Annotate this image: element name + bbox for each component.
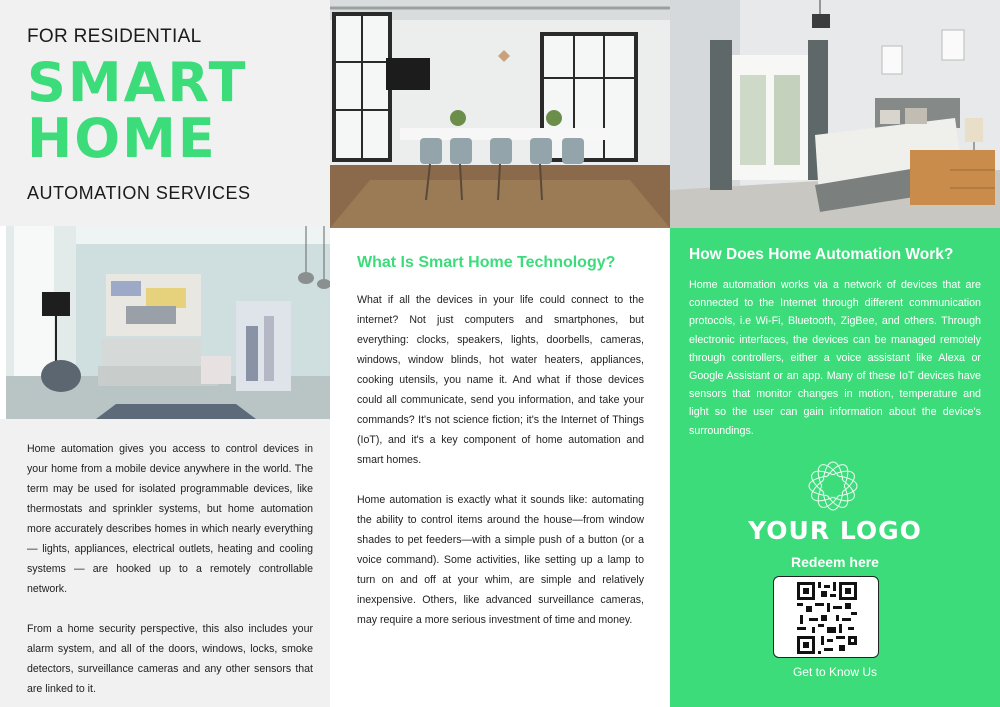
- eyebrow-text: FOR RESIDENTIAL: [27, 26, 202, 47]
- title-line-1: SMART: [27, 51, 248, 114]
- living-room-photo: [6, 226, 330, 419]
- left-paragraph-1: Home automation gives you access to control devices in your home from a mobile device anywhere in the world. The term may be used for isolated programmable devices, like thermostats and sprinkler systems, but home automation more accurately describes homes in which nearly everything — lights, appliances, electrical outlets, heating and cooling systems — are hooked up to a remotely controllable network.: [27, 443, 313, 595]
- dining-room-photo: [330, 0, 670, 228]
- right-heading: How Does Home Automation Work?: [689, 246, 954, 263]
- get-to-know-link[interactable]: Get to Know Us: [792, 665, 878, 679]
- left-body: [0, 419, 330, 707]
- middle-heading: What Is Smart Home Technology?: [357, 254, 616, 271]
- bedroom-photo: [670, 0, 1000, 228]
- subtitle-text: AUTOMATION SERVICES: [27, 183, 251, 203]
- title-block: [0, 0, 330, 226]
- title-line-2: HOME: [27, 107, 217, 170]
- logo-text: YOUR LOGO: [748, 516, 922, 545]
- middle-body: [330, 228, 670, 707]
- qr-code-icon[interactable]: [773, 576, 879, 658]
- ring-logo-icon: [805, 458, 861, 514]
- middle-paragraph-1: What if all the devices in your life could connect to the internet? Not just computers and smartphones, but everything: clocks, speakers, lights, doorbells, cameras, windows, window blinds, hot water heaters, appliances, cooking utensils, you name it. And what if those devices could all communicate, send you information, and take your commands? It's not science fiction; it's the Internet of Things (IoT), and it's a key component of home automation and smart homes.: [357, 294, 644, 466]
- middle-paragraph-2: Home automation is exactly what it sounds like: automating the ability to control items around the house—from window shades to pet feeders—with a simple push of a button (or a voice command). Some activities, like setting up a lamp to turn on and off at your whim, are simple and relatively inexpensive. Others, like advanced surveillance cameras, may require a more serious investment of time and money.: [357, 494, 644, 626]
- left-paragraph-2: From a home security perspective, this also includes your alarm system, and all of the doors, windows, locks, smoke detectors, surveillance cameras and any other sensors that are linked to it.: [27, 623, 313, 695]
- right-info-panel: [670, 228, 1000, 707]
- redeem-label: Redeem here: [791, 554, 879, 570]
- right-paragraph: Home automation works via a network of devices that are connected to the Internet through different communication protocols, i.e Wi-Fi, Bluetooth, ZigBee, and others. Through electronic interfaces, the devices can be managed remotely through controllers, either a voice assistant like Alexa or Google Assistant or an app. Many of these IoT devices have sensors that monitor changes in motion, temperature and light so the user can gain information about the device's surroundings.: [689, 279, 981, 437]
